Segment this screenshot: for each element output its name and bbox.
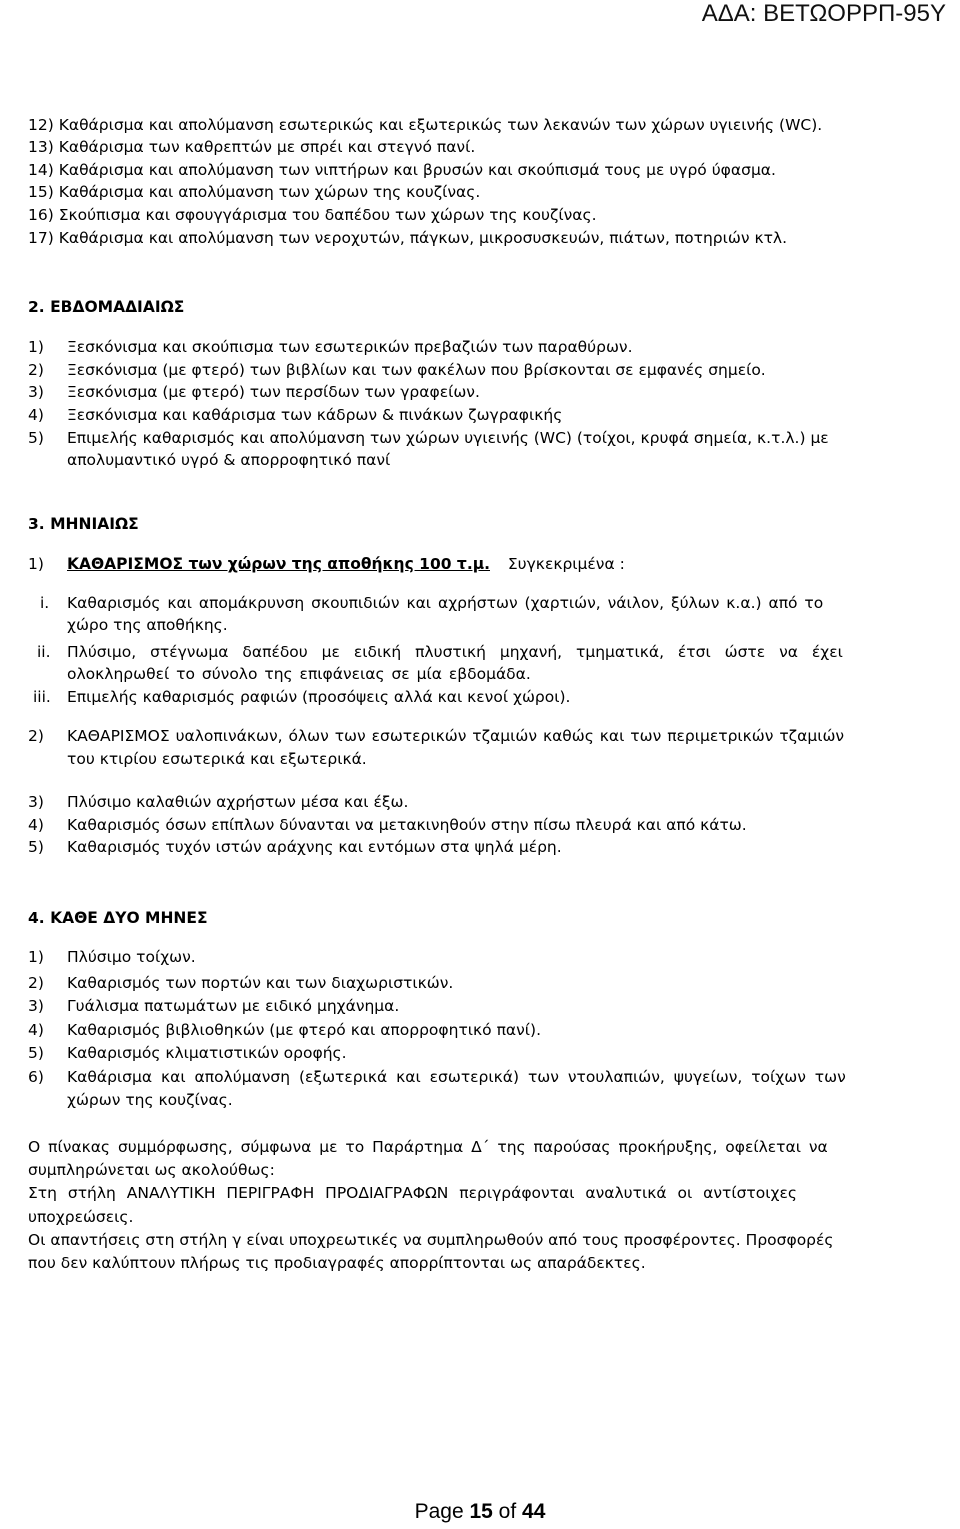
sublist-number: iii. bbox=[33, 688, 51, 706]
paragraph-line: συμπληρώνεται ως ακολούθως: bbox=[28, 1161, 275, 1179]
list-item: Επιμελής καθαρισμός και απολύμανση των χώρων υγιεινής (WC) (τοίχοι, κρυφά σημεία, κ.τ.λ.) με bbox=[67, 429, 829, 447]
list-item-number: 2) bbox=[28, 361, 44, 379]
footer-prefix: Page bbox=[414, 1500, 470, 1523]
list-item: Πλύσιμο τοίχων. bbox=[67, 948, 196, 966]
list-item: Καθαρισμός όσων επίπλων δύνανται να μετακινηθούν στην πίσω πλευρά και από κάτω. bbox=[67, 816, 747, 834]
list-item-continuation: του κτιρίου εσωτερικά και εξωτερικά. bbox=[67, 750, 367, 768]
paragraph-line: Στη στήλη ΑΝΑΛΥΤΙΚΗ ΠΕΡΙΓΡΑΦΗ ΠΡΟΔΙΑΓΡΑΦΩΝ περιγράφονται αναλυτικά οι αντίστοιχες bbox=[28, 1184, 797, 1202]
list-item: Καθάρισμα και απολύμανση (εξωτερικά και εσωτερικά) των ντουλαπιών, ψυγείων, τοίχων των bbox=[67, 1068, 846, 1086]
list-item: 13) Καθάρισμα των καθρεπτών με σπρέι και στεγνό πανί. bbox=[28, 138, 476, 156]
storage-cleaning-suffix: Συγκεκριμένα : bbox=[507, 555, 625, 573]
sublist-number: ii. bbox=[37, 643, 51, 661]
list-item-number: 4) bbox=[28, 1021, 44, 1039]
list-item-continuation: απολυμαντικό υγρό & απορροφητικό πανί bbox=[67, 451, 391, 469]
list-item-number: 3) bbox=[28, 793, 44, 811]
list-item: 12) Καθάρισμα και απολύμανση εσωτερικώς και εξωτερικώς των λεκανών των χώρων υγιεινής (WC). bbox=[28, 116, 823, 134]
list-item: Γυάλισμα πατωμάτων με ειδικό μηχάνημα. bbox=[67, 997, 400, 1015]
list-item-number: 1) bbox=[28, 948, 44, 966]
sublist-item: Καθαρισμός και απομάκρυνση σκουπιδιών και αχρήστων (χαρτιών, νάιλον, ξύλων κ.α.) από το bbox=[67, 594, 824, 612]
list-item: Καθαρισμός των πορτών και των διαχωριστικών. bbox=[67, 974, 454, 992]
list-item: Καθαρισμός βιβλιοθηκών (με φτερό και απορροφητικό πανί). bbox=[67, 1021, 542, 1039]
list-item: ΚΑΘΑΡΙΣΜΟΣ υαλοπινάκων, όλων των εσωτερικών τζαμιών καθώς και των περιμετρικών τζαμιών bbox=[67, 727, 845, 745]
list-item-number: 1) bbox=[28, 338, 44, 356]
sublist-item: Επιμελής καθαρισμός ραφιών (προσόψεις αλλά και κενοί χώροι). bbox=[67, 688, 571, 706]
list-item-number: 3) bbox=[28, 997, 44, 1015]
sublist-continuation: ολοκληρωθεί το σύνολο της επιφάνειας σε μία εβδομάδα. bbox=[67, 665, 531, 683]
list-item-number: 5) bbox=[28, 429, 44, 447]
section-heading-monthly: 3. ΜΗΝΙΑΙΩΣ bbox=[28, 515, 139, 533]
list-item: 14) Καθάρισμα και απολύμανση των νιπτήρων και βρυσών και σκούπισμά τους με υγρό ύφασμα. bbox=[28, 161, 776, 179]
list-item: Ξεσκόνισμα και καθάρισμα των κάδρων & πινάκων ζωγραφικής bbox=[67, 406, 563, 424]
list-item-number: 4) bbox=[28, 406, 44, 424]
list-item-number: 2) bbox=[28, 974, 44, 992]
list-item-number: 1) bbox=[28, 555, 44, 573]
paragraph-line: που δεν καλύπτουν πλήρως τις προδιαγραφές απορρίπτονται ως απαράδεκτες. bbox=[28, 1254, 646, 1272]
paragraph-line: υποχρεώσεις. bbox=[28, 1208, 134, 1226]
sublist-item: Πλύσιμο, στέγνωμα δαπέδου με ειδική πλυστική μηχανή, τμηματικά, έτσι ώστε να έχει bbox=[67, 643, 843, 661]
page-number: 15 bbox=[469, 1500, 493, 1523]
ada-code: ΑΔΑ: ΒΕΤΩΟΡΡΠ-95Υ bbox=[701, 0, 946, 27]
list-item: 17) Καθάρισμα και απολύμανση των νεροχυτών, πάγκων, μικροσυσκευών, πιάτων, ποτηριών κτλ. bbox=[28, 229, 788, 247]
paragraph-line: Οι απαντήσεις στη στήλη γ είναι υποχρεωτικές να συμπληρωθούν από τους προσφέροντες. Προσφορές bbox=[28, 1231, 834, 1249]
footer-mid: of bbox=[492, 1500, 523, 1523]
list-item-number: 3) bbox=[28, 383, 44, 401]
list-item bbox=[67, 553, 625, 575]
list-item-number: 6) bbox=[28, 1068, 44, 1086]
sublist-number: i. bbox=[40, 594, 50, 612]
page-total: 44 bbox=[522, 1500, 546, 1523]
list-item: Πλύσιμο καλαθιών αχρήστων μέσα και έξω. bbox=[67, 793, 409, 811]
list-item-continuation: χώρων της κουζίνας. bbox=[67, 1091, 233, 1109]
list-item: Ξεσκόνισμα και σκούπισμα των εσωτερικών πρεβαζιών των παραθύρων. bbox=[67, 338, 633, 356]
storage-cleaning-title: ΚΑΘΑΡΙΣΜΟΣ των χώρων της αποθήκης 100 τ.μ. bbox=[67, 555, 490, 573]
section-heading-bimonthly: 4. ΚΑΘΕ ΔΥΟ ΜΗΝΕΣ bbox=[28, 909, 208, 927]
list-item-number: 5) bbox=[28, 838, 44, 856]
list-item-number: 5) bbox=[28, 1044, 44, 1062]
page-footer bbox=[0, 1500, 960, 1524]
list-item: 15) Καθάρισμα και απολύμανση των χώρων της κουζίνας. bbox=[28, 183, 481, 201]
list-item: Ξεσκόνισμα (με φτερό) των περσίδων των γραφείων. bbox=[67, 383, 480, 401]
list-item: Καθαρισμός κλιματιστικών οροφής. bbox=[67, 1044, 347, 1062]
list-item-number: 2) bbox=[28, 727, 44, 745]
list-item: Ξεσκόνισμα (με φτερό) των βιβλίων και των φακέλων που βρίσκονται σε εμφανές σημείο. bbox=[67, 361, 766, 379]
paragraph-line: Ο πίνακας συμμόρφωσης, σύμφωνα με το Παράρτημα Δ΄ της παρούσας προκήρυξης, οφείλεται να bbox=[28, 1138, 828, 1156]
list-item: Καθαρισμός τυχόν ιστών αράχνης και εντόμων στα ψηλά μέρη. bbox=[67, 838, 562, 856]
list-item-number: 4) bbox=[28, 816, 44, 834]
sublist-continuation: χώρο της αποθήκης. bbox=[67, 616, 228, 634]
section-heading-weekly: 2. ΕΒΔΟΜΑΔΙΑΙΩΣ bbox=[28, 298, 185, 316]
list-item: 16) Σκούπισμα και σφουγγάρισμα του δαπέδου των χώρων της κουζίνας. bbox=[28, 206, 597, 224]
